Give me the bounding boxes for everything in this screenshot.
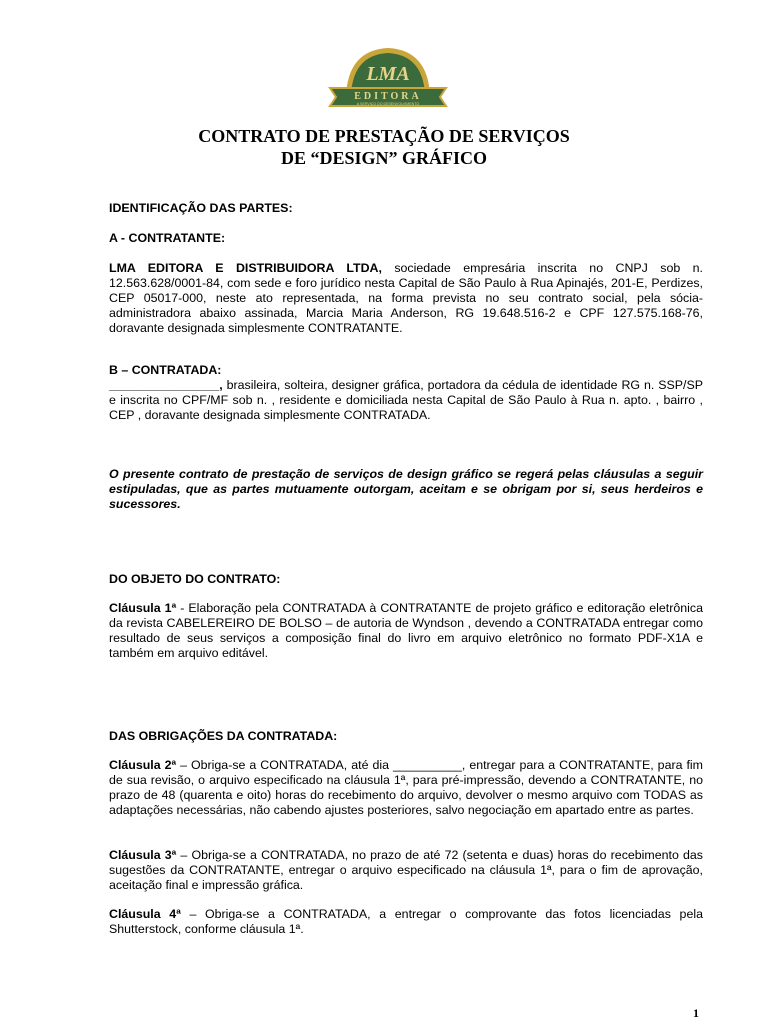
section-heading-objeto: DO OBJETO DO CONTRATO: bbox=[109, 572, 281, 586]
clause-2-label: Cláusula 2ª bbox=[109, 758, 177, 772]
contratante-text: sociedade empresária inscrita no CNPJ sob n. 12.563.628/0001-84, com sede e foro jurídico nesta Capital de São Paulo à Rua Apinajés, 201-E, Perdizes, CEP 05017-000, neste ato representada, na forma prevista no seu contrato social, pela sócia-administradora abaixo assinada, Marcia Maria Anderson, RG 19.648.516-2 e CPF 127.575.168-76, doravante designada simplesmente CONTRATANTE. bbox=[109, 261, 703, 335]
clause-2 bbox=[109, 758, 703, 818]
lma-editora-logo bbox=[326, 44, 450, 110]
logo-lettering: LMA bbox=[366, 63, 410, 85]
contratada-text: brasileira, solteira, designer gráfica, portadora da cédula de identidade RG n. SSP/SP e inscrita no CPF/MF sob n. , residente e domiciliada nesta Capital de São Paulo à Rua n. apto. , bairro , CEP , doravante designada simplesmente CONTRATADA. bbox=[109, 378, 703, 422]
preamble-paragraph: O presente contrato de prestação de serviços de design gráfico se regerá pelas cláusulas a seguir estipuladas, que as partes mutuamente outorgam, aceitam e se obrigam por si, seus herdeiros e sucessores. bbox=[109, 467, 703, 511]
paragraph-contratante bbox=[109, 261, 703, 336]
clause-1-text: - Elaboração pela CONTRATADA à CONTRATANTE de projeto gráfico e editoração eletrônica da revista CABELEREIRO DE BOLSO – de autoria de Wyndson , devendo a CONTRATADA entregar como resultado de seus serviços a composição final do livro em arquivo eletrônico no formato PDF-X1A e também em arquivo editável. bbox=[109, 601, 703, 660]
clause-1-label: Cláusula 1ª bbox=[109, 601, 177, 615]
section-heading-obrigacoes: DAS OBRIGAÇÕES DA CONTRATADA: bbox=[109, 729, 338, 743]
clause-4-text: – Obriga-se a CONTRATADA, a entregar o comprovante das fotos licenciadas pela Shutterstock, conforme cláusula 1ª. bbox=[109, 907, 703, 936]
clause-2-text: – Obriga-se a CONTRATADA, até dia __________, entregar para a CONTRATANTE, para fim de sua revisão, o arquivo especificado na cláusula 1ª, para pré-impressão, devendo a CONTRATANTE, no prazo de 48 (quarenta e oito) horas do recebimento do arquivo, devolver o mesmo arquivo com TODAS as adaptações necessárias, não cabendo ajustes posteriores, salvo negociação em apartado entre as partes. bbox=[109, 758, 703, 817]
document-title-line-1: CONTRATO DE PRESTAÇÃO DE SERVIÇOS bbox=[198, 126, 570, 146]
clause-4-label: Cláusula 4ª bbox=[109, 907, 181, 921]
document-title-line-2: DE “DESIGN” GRÁFICO bbox=[280, 148, 488, 168]
contratante-name: LMA EDITORA E DISTRIBUIDORA LTDA, bbox=[109, 261, 382, 275]
section-heading-contratante: A - CONTRATANTE: bbox=[109, 231, 226, 245]
contratada-blank: ________________, bbox=[109, 378, 223, 392]
logo-banner: EDITORA bbox=[354, 91, 422, 102]
page-number: 1 bbox=[693, 1006, 699, 1020]
section-heading-contratada: B – CONTRATADA: bbox=[109, 363, 222, 377]
clause-3-text: – Obriga-se a CONTRATADA, no prazo de até 72 (setenta e duas) horas do recebimento das sugestões da CONTRATANTE, entregar o arquivo especificado na cláusula 1ª, para o fim de aprovação, aceitação final e impressão gráfica. bbox=[109, 848, 703, 892]
clause-1 bbox=[109, 601, 703, 661]
clause-3 bbox=[109, 848, 703, 893]
paragraph-contratada bbox=[109, 378, 703, 423]
logo-tagline: A SERVIÇO DO DESENVOLVIMENTO bbox=[356, 102, 420, 106]
section-heading-identificacao: IDENTIFICAÇÃO DAS PARTES: bbox=[109, 201, 293, 215]
clause-3-label: Cláusula 3ª bbox=[109, 848, 177, 862]
clause-4 bbox=[109, 907, 703, 937]
